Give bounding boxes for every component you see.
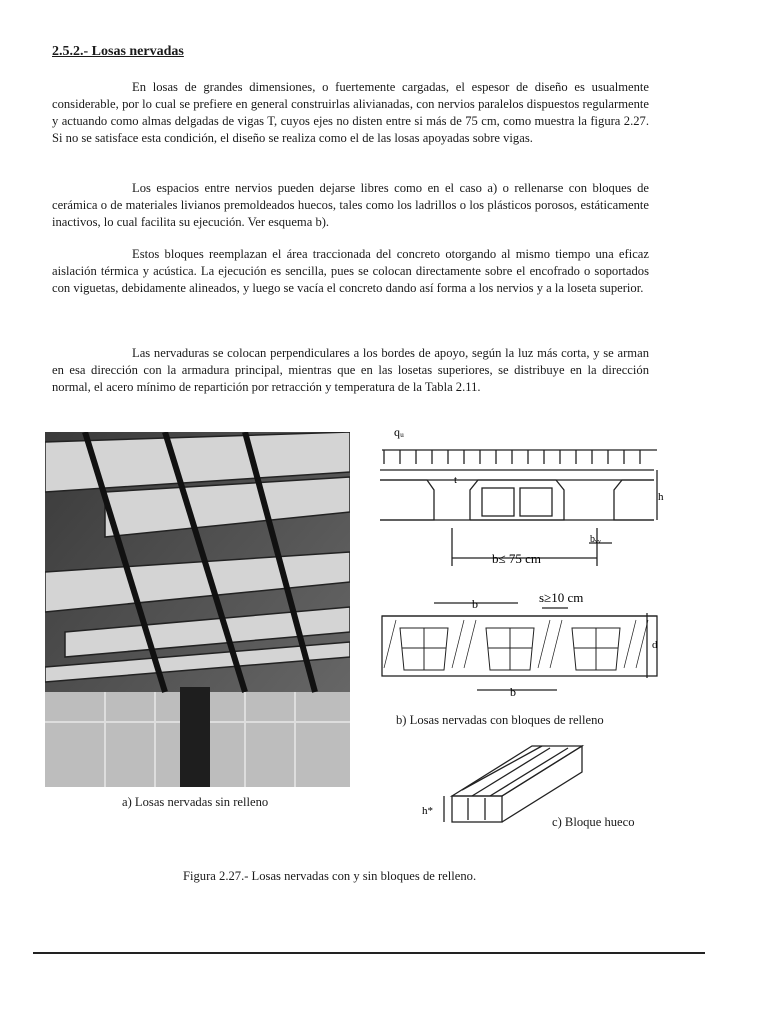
ribbed-slab-photo bbox=[45, 432, 350, 787]
caption-a: a) Losas nervadas sin relleno bbox=[122, 795, 269, 809]
paragraph-2: Los espacios entre nervios pueden dejarse libres como en el caso a) o rellenarse con bloques de cerámica o de materiales livianos premoldeados huecos, tales como los ladrillos o los plásticos porosos, estáticamente inactivos, lo cual facilita su ejecución. Ver esquema b). bbox=[52, 181, 649, 229]
label-qu: qᵤ bbox=[394, 425, 404, 439]
figure-caption: Figura 2.27.- Losas nervadas con y sin bloques de relleno. bbox=[183, 869, 477, 883]
label-b-max: b≤ 75 cm bbox=[492, 551, 542, 566]
label-b: b bbox=[472, 597, 478, 611]
paragraph-3: Estos bloques reemplazan el área traccionada del concreto otorgando al mismo tiempo una eficaz aislación térmica y acústica. La ejecución es sencilla, pues se colocan directamente sobre el encofrado o soportados con viguetas, debidamente alineados, y luego se vacía el concreto dando así forma a los nervios y a la loseta superior. bbox=[52, 247, 649, 295]
section-heading: 2.5.2.- Losas nervadas bbox=[52, 44, 184, 59]
section-diagrams bbox=[372, 418, 672, 858]
paragraph-4: Las nervaduras se colocan perpendiculares a los bordes de apoyo, según la luz más corta, y se arman en esa dirección con la armadura principal, mientras que en las losetas superiores, se distribuye en la dirección normal, el acero mínimo de repartición por retracción y temperatura de la Tabla 2.11. bbox=[52, 346, 649, 394]
label-h: h bbox=[658, 491, 664, 503]
caption-b: b) Losas nervadas con bloques de relleno bbox=[396, 713, 604, 727]
label-t: t bbox=[454, 474, 458, 486]
label-b2: b bbox=[510, 685, 516, 699]
paragraph-1: En losas de grandes dimensiones, o fuertemente cargadas, el espesor de diseño es usualmente considerable, por lo cual se prefiere en general construirlas alivianadas, con nervios paralelos dispuestos regularmente y actuando como almas delgadas de vigas T, cuyos ejes no disten entre si más de 75 cm, como muestra la figura 2.27. Si no se satisface esta condición, el diseño se realiza como el de las losas apoyadas sobre vigas. bbox=[52, 80, 649, 145]
label-hstar: h* bbox=[422, 805, 433, 817]
caption-c: c) Bloque hueco bbox=[552, 815, 635, 829]
label-d: d bbox=[652, 639, 658, 651]
footer-rule bbox=[33, 952, 705, 954]
label-bw: bᵥᵥ bbox=[590, 534, 601, 545]
label-s: s≥10 cm bbox=[539, 590, 584, 605]
